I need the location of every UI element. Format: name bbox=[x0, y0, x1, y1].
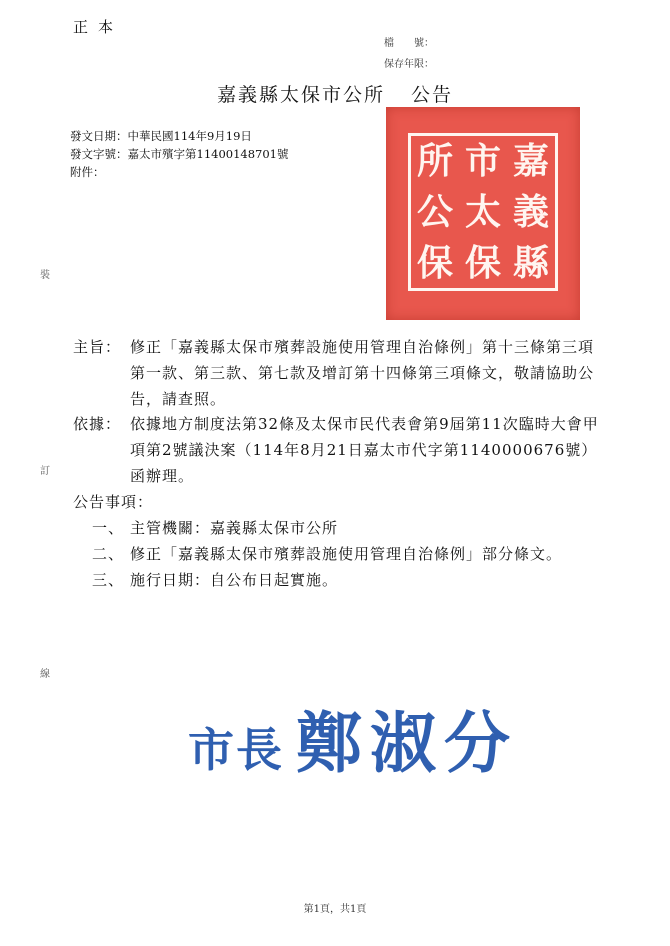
seal-char: 保 bbox=[416, 241, 453, 284]
notice-item-text: 施行日期：自公布日起實施。 bbox=[130, 571, 339, 589]
subject-section bbox=[73, 334, 603, 412]
seal-char: 市 bbox=[464, 140, 501, 183]
notice-item bbox=[92, 541, 602, 567]
notice-item-text: 主管機關：嘉義縣太保市公所 bbox=[130, 519, 339, 537]
seal-char: 嘉 bbox=[512, 140, 549, 183]
seal-char: 義 bbox=[512, 190, 549, 233]
notice-item-number: 一、 bbox=[92, 519, 125, 537]
mayor-signature bbox=[188, 690, 518, 785]
attachment-label: 附件： bbox=[70, 165, 105, 179]
mayor-name: 鄭淑分 bbox=[296, 705, 518, 782]
issue-reference: 發文字號：嘉太市殯字第11400148701號 bbox=[70, 147, 289, 161]
basis-text: 依據地方制度法第32條及太保市民代表會第9屆第11次臨時大會甲項第2號議決案（114年8月21日嘉太市代字第1140000676號）函辦理。 bbox=[130, 415, 599, 485]
notice-heading: 公告事項： bbox=[73, 493, 154, 511]
binding-mark-bottom: 線 bbox=[40, 669, 50, 680]
notice-item bbox=[92, 567, 602, 593]
document-title bbox=[0, 80, 670, 107]
notice-items bbox=[92, 515, 602, 593]
mayor-title: 市長 bbox=[188, 723, 284, 777]
notice-item-text: 修正「嘉義縣太保市殯葬設施使用管理自治條例」部分條文。 bbox=[130, 545, 563, 563]
basis-label: 依據： bbox=[73, 415, 122, 433]
notice-item bbox=[92, 515, 602, 541]
seal-char: 縣 bbox=[512, 241, 549, 284]
basis-section bbox=[73, 411, 603, 489]
archive-number-label: 檔 號： bbox=[384, 38, 434, 49]
subject-label: 主旨： bbox=[73, 338, 122, 356]
copy-mark: 正本 bbox=[73, 18, 124, 36]
binding-mark-middle: 訂 bbox=[40, 466, 50, 477]
seal-frame bbox=[408, 133, 558, 291]
retention-period-label: 保存年限： bbox=[384, 59, 434, 70]
binding-mark-top: 裝 bbox=[40, 270, 50, 281]
page-indicator: 第1頁，共1頁 bbox=[303, 904, 367, 915]
issue-date: 發文日期：中華民國114年9月19日 bbox=[70, 129, 252, 143]
official-seal bbox=[386, 107, 580, 320]
subject-text: 修正「嘉義縣太保市殯葬設施使用管理自治條例」第十三條第三項第一款、第三款、第七款及增訂第十四條第三項條文，敬請協助公告，請查照。 bbox=[130, 338, 595, 408]
seal-char: 公 bbox=[416, 190, 453, 233]
notice-item-number: 三、 bbox=[92, 571, 125, 589]
notice-item-number: 二、 bbox=[92, 545, 125, 563]
title-doc-type: 公告 bbox=[411, 84, 454, 106]
title-org: 嘉義縣太保市公所 bbox=[216, 84, 385, 106]
seal-char: 保 bbox=[464, 241, 501, 284]
seal-char: 太 bbox=[464, 190, 501, 233]
seal-char: 所 bbox=[416, 140, 453, 183]
